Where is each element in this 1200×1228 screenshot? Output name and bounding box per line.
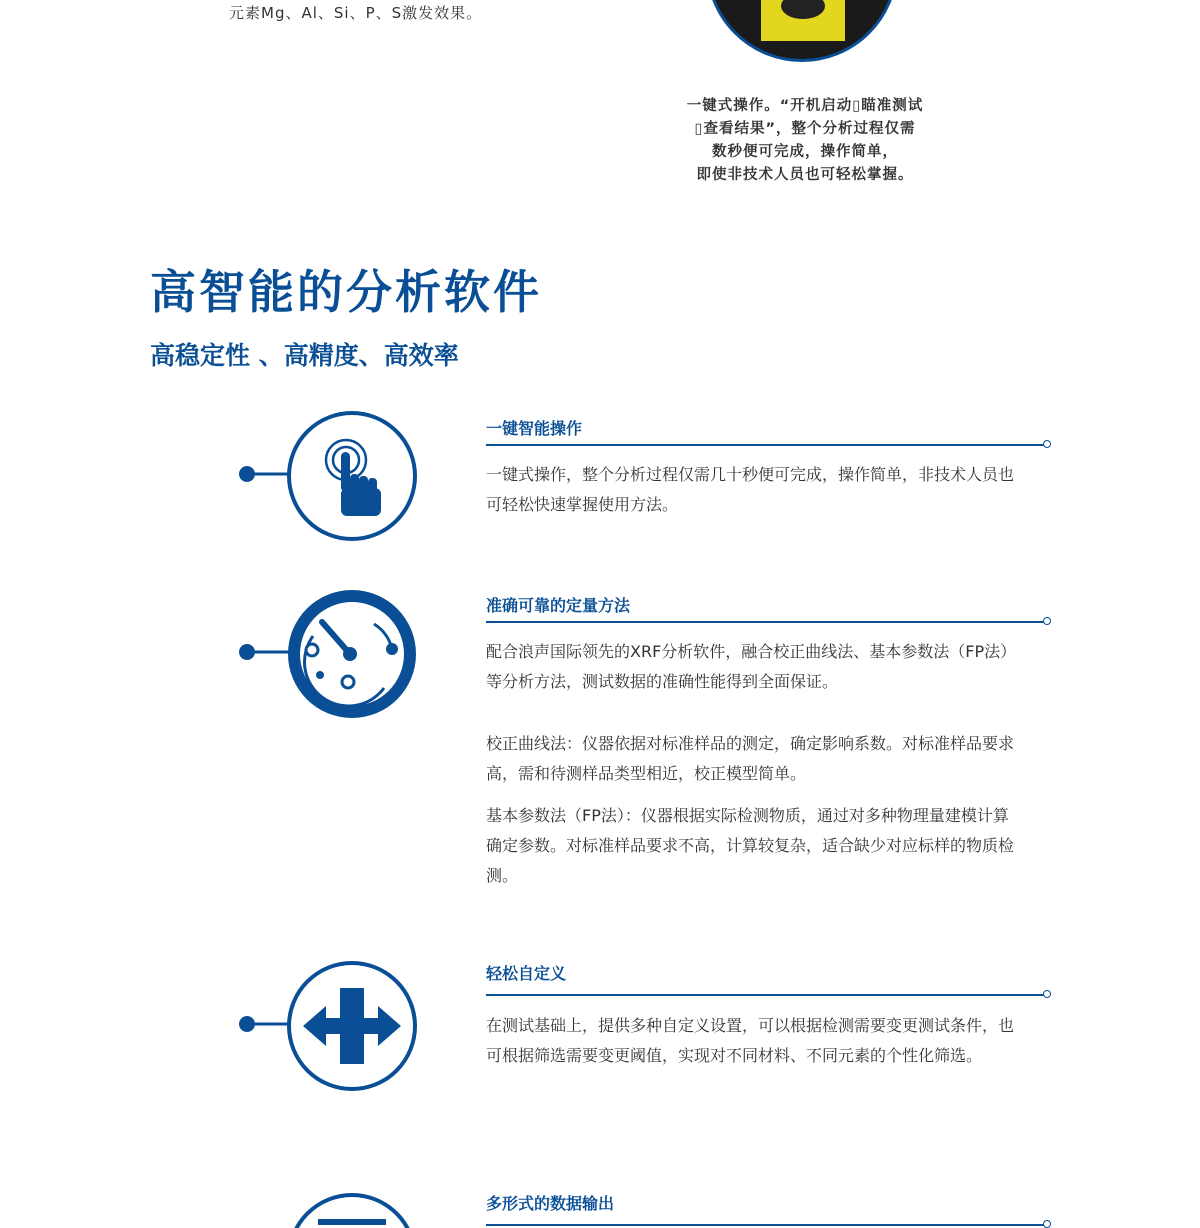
feature-description: 一键式操作，整个分析过程仅需几十秒便可完成，操作简单，非技术人员也可轻松快速掌握使用方法。 bbox=[486, 465, 1015, 514]
caption-line: 数秒便可完成，操作简单， bbox=[712, 144, 898, 160]
device-photo bbox=[706, 0, 898, 62]
feature-description: 在测试基础上，提供多种自定义设置，可以根据检测需要变更测试条件，也可根据筛选需要变更阈值，实现对不同材料、不同元素的个性化筛选。 bbox=[486, 1016, 1015, 1065]
feature-description: 基本参数法（FP法）：仪器根据实际检测物质，通过对多种物理量建模计算确定参数。对标准样品要求不高，计算较复杂，适合缺少对应标样的物质检测。 bbox=[486, 806, 1015, 885]
gauge-dial-icon bbox=[230, 585, 430, 725]
data-output-icon bbox=[280, 1190, 425, 1227]
caption-line: ▯查看结果”，整个分析过程仅需 bbox=[694, 121, 916, 137]
feature-divider bbox=[486, 444, 1046, 446]
caption-line: 即使非技术人员也可轻松掌握。 bbox=[696, 167, 914, 183]
feature-title-quant-method: 准确可靠的定量方法 bbox=[486, 596, 631, 615]
section-title: 高智能的分析软件 bbox=[150, 265, 542, 319]
feature-divider bbox=[486, 621, 1046, 623]
device-caption bbox=[660, 95, 950, 187]
feature-divider bbox=[486, 1224, 1046, 1226]
feature-title-one-key: 一键智能操作 bbox=[486, 419, 583, 438]
intro-fragment-text: 元素Mg、Al、Si、P、S激发效果。 bbox=[229, 4, 483, 22]
feature-title-customize: 轻松自定义 bbox=[486, 964, 567, 983]
feature-description: 配合浪声国际领先的XRF分析软件，融合校正曲线法、基本参数法（FP法）等分析方法，测试数据的准确性能得到全面保证。 bbox=[486, 642, 1009, 691]
feature-title-data-output: 多形式的数据输出 bbox=[486, 1194, 615, 1213]
feature-divider bbox=[486, 994, 1046, 996]
section-subtitle: 高稳定性 、高精度、高效率 bbox=[150, 341, 459, 370]
touch-finger-icon bbox=[230, 405, 430, 550]
caption-line: 一键式操作。“开机启动▯瞄准测试 bbox=[686, 98, 924, 114]
four-way-arrows-icon bbox=[230, 955, 430, 1095]
feature-description: 校正曲线法：仪器依据对标准样品的测定，确定影响系数。对标准样品要求高，需和待测样品类型相近，校正模型简单。 bbox=[486, 734, 1015, 783]
